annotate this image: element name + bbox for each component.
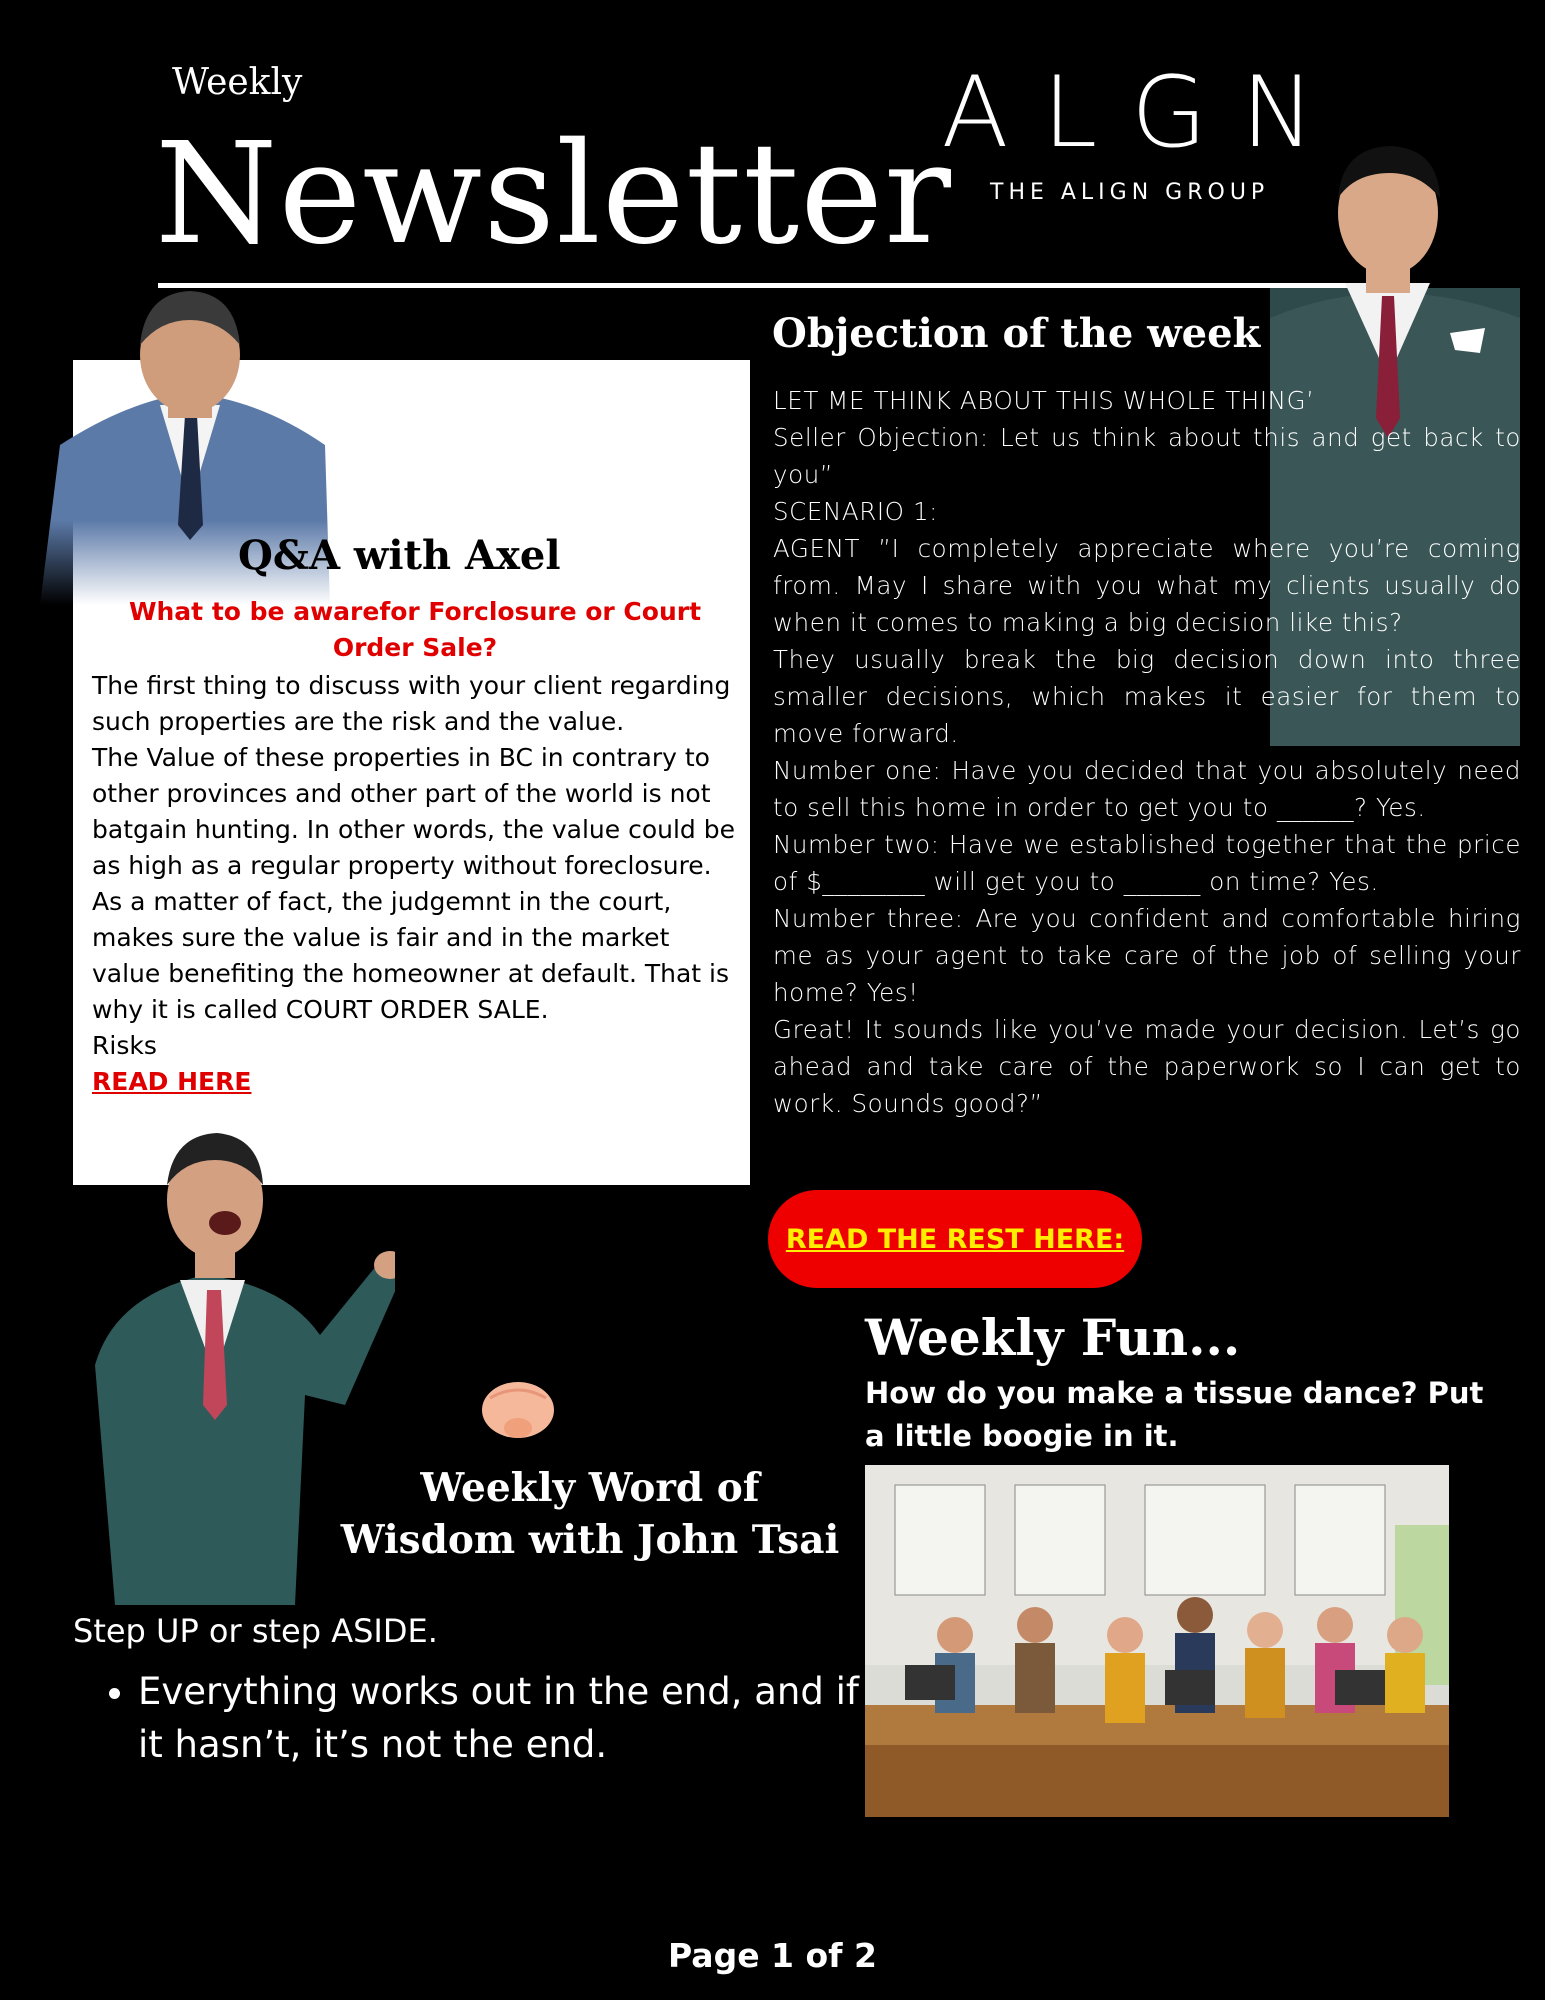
header-divider [158,283,1378,288]
fun-joke: How do you make a tissue dance? Put a little boogie in it. [865,1376,1484,1453]
weekly-label: Weekly [172,62,303,103]
objection-paragraph: Number one: Have you decided that you absolutely need to sell this home in order to get you to ______? Yes. [773,756,1521,822]
read-the-rest-button[interactable] [768,1190,1142,1288]
objection-paragraph: Number three: Are you confident and comfortable hiring me as your agent to take care of the job of selling your home? Yes! [773,904,1521,1007]
qa-paragraph: The first thing to discuss with your client regarding such properties are the risk and the value. [92,671,731,736]
wisdom-title: Weekly Word of Wisdom with John Tsai [340,1465,840,1563]
qa-question: What to be awarefor Forclosure or Court Order Sale? [128,597,702,662]
page-number: Page 1 of 2 [668,1936,877,1975]
read-here-link[interactable]: READ HERE [92,1067,252,1096]
qa-title: Q&A with Axel [238,532,561,579]
pointing-hand-icon [478,1378,558,1440]
read-the-rest-label: READ THE REST HERE: [785,1223,1125,1255]
logo-wordmark: ALGN [941,56,1349,170]
objection-paragraph: SCENARIO 1: [773,497,938,526]
qa-paragraph: The Value of these properties in BC in contrary to other provinces and other part of the world is not batgain hunting. In other words, the value could be as high as a regular property without foreclosure. As a matter of fact, the judgemnt in the court, makes sure the value is fair and in the market value benefiting the homeowner at default. That is why it is called COURT ORDER SALE. [92,743,735,1024]
objection-paragraph: Seller Objection: Let us think about this and get back to you” [773,423,1521,489]
wisdom-step: Step UP or step ASIDE. [73,1612,438,1650]
objection-paragraph: Number two: Have we established together that the price of $________ will get you to ______ on time? Yes. [773,830,1521,896]
objection-paragraph: Great! It sounds like you’ve made your decision. Let’s go ahead and take care of the paperwork so I can get to work. Sounds good?” [773,1015,1521,1118]
objection-title: Objection of the week [772,310,1261,357]
objection-paragraph: AGENT ”I completely appreciate where you’re coming from. May I share with you what my clients usually do when it comes to making a big decision like this? [773,534,1521,637]
fun-title: Weekly Fun... [865,1308,1241,1367]
objection-paragraph: They usually break the big decision down into three smaller decisions, which makes it easier for them to move forward. [773,645,1521,748]
wisdom-list [98,1665,878,1771]
qa-paragraph: Risks [92,1031,157,1060]
office-cartoon-image [865,1465,1449,1817]
qa-body [92,668,742,1100]
objection-paragraph: LET ME THINK ABOUT THIS WHOLE THING’ [773,386,1315,415]
objection-body [773,382,1521,1122]
newsletter-title: Newsletter [155,113,952,276]
logo-subtitle: THE ALIGN GROUP [990,180,1270,205]
wisdom-bullet: • Everything works out in the end, and if it hasn’t, it’s not the end. [138,1665,878,1771]
